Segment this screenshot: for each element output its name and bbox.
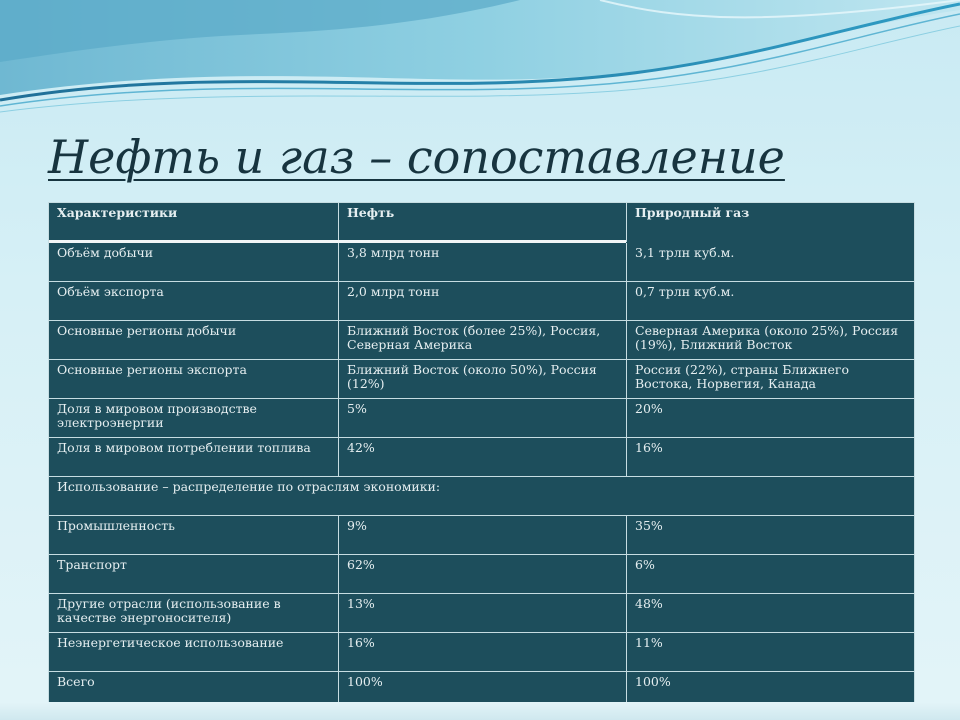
oil-value: 42% xyxy=(338,438,626,477)
gas-value: 16% xyxy=(626,438,914,477)
oil-value: 9% xyxy=(338,516,626,555)
gas-value: 6% xyxy=(626,555,914,594)
table-row xyxy=(49,593,914,633)
gas-value: 11% xyxy=(626,633,914,672)
row-label: Всего xyxy=(57,674,95,689)
row-label: Доля в мировом производстве электроэнергии xyxy=(57,401,257,430)
oil-value: 16% xyxy=(338,633,626,672)
header-gas: Природный газ xyxy=(626,203,914,242)
gas-value: 3,1 трлн куб.м. xyxy=(626,243,914,281)
decorative-wave-header xyxy=(0,0,960,120)
section-label: Использование – распределение по отраслям экономики: xyxy=(57,479,441,494)
row-label: Объём добычи xyxy=(57,245,154,260)
table-row xyxy=(49,243,914,281)
oil-value: 62% xyxy=(338,555,626,594)
table-row xyxy=(49,359,914,399)
table-row xyxy=(49,398,914,438)
slide-title: Нефть и газ – сопоставление xyxy=(48,130,785,184)
oil-value: 5% xyxy=(338,399,626,438)
row-label: Неэнергетическое использование xyxy=(57,635,284,650)
header-characteristics: Характеристики xyxy=(57,205,178,220)
oil-value: 3,8 млрд тонн xyxy=(338,243,626,281)
bottom-band xyxy=(0,702,960,720)
gas-value: 48% xyxy=(626,594,914,633)
oil-value: 100% xyxy=(338,672,626,711)
row-label: Другие отрасли (использование в качестве энергоносителя) xyxy=(57,596,281,625)
row-label: Промышленность xyxy=(57,518,175,533)
gas-value: 35% xyxy=(626,516,914,555)
table-row xyxy=(49,515,914,555)
gas-value: 0,7 трлн куб.м. xyxy=(626,282,914,321)
section-row xyxy=(49,476,914,516)
table-row xyxy=(49,554,914,594)
table-row xyxy=(49,320,914,360)
oil-value: Ближний Восток (более 25%), Россия, Северная Америка xyxy=(338,321,626,360)
gas-value: 20% xyxy=(626,399,914,438)
comparison-table xyxy=(48,202,915,712)
row-label: Доля в мировом потреблении топлива xyxy=(57,440,311,455)
row-label: Основные регионы экспорта xyxy=(57,362,247,377)
oil-value: 13% xyxy=(338,594,626,633)
row-label: Объём экспорта xyxy=(57,284,164,299)
table-header-row xyxy=(49,203,914,242)
gas-value: Северная Америка (около 25%), Россия (19%), Ближний Восток xyxy=(626,321,914,360)
table-row xyxy=(49,632,914,672)
table-row xyxy=(49,437,914,477)
oil-value: Ближний Восток (около 50%), Россия (12%) xyxy=(338,360,626,399)
gas-value: Россия (22%), страны Ближнего Востока, Норвегия, Канада xyxy=(626,360,914,399)
table-row xyxy=(49,281,914,321)
header-oil: Нефть xyxy=(338,203,626,242)
row-label: Транспорт xyxy=(57,557,127,572)
oil-value: 2,0 млрд тонн xyxy=(338,282,626,321)
gas-value: 100% xyxy=(626,672,914,711)
row-label: Основные регионы добычи xyxy=(57,323,237,338)
